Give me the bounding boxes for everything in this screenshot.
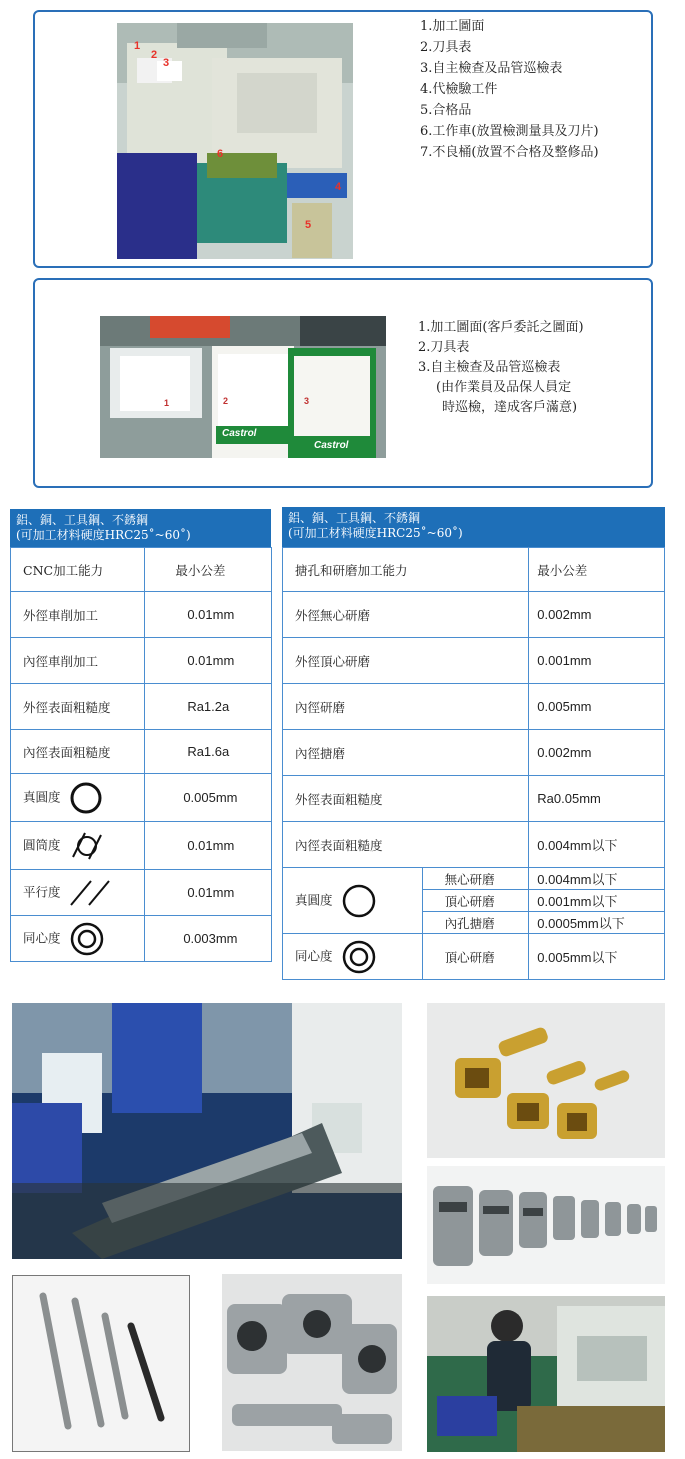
spec-value: 0.002mm (529, 730, 665, 776)
section1-list (420, 16, 599, 163)
spec-value: 0.005mm (145, 774, 272, 822)
list-item: 1.加工圖面 (420, 19, 485, 34)
spec-cell (11, 822, 145, 870)
header-line: (可加工材料硬度HRC25˚~60˚) (16, 528, 191, 542)
photo-marker: 6 (217, 148, 224, 160)
method-name: 內孔搪磨 (422, 912, 529, 934)
spec-name: 圓筒度 (23, 837, 61, 852)
spec-value: 0.0005mm以下 (529, 912, 665, 934)
photo-marker: 3 (304, 396, 310, 406)
photo-marker: 2 (151, 49, 158, 61)
roundness-icon (341, 883, 377, 919)
steel-parts-illustration (427, 1166, 665, 1284)
spec-name: 同心度 (23, 930, 61, 945)
spec-name: 內徑表面粗糙度 (283, 822, 529, 868)
right-table-header (282, 507, 665, 547)
spec-value: 0.005mm以下 (529, 934, 665, 980)
spec-cell (283, 868, 423, 934)
list-item: 6.工作車(放置檢測量具及刀片) (420, 124, 599, 139)
spec-name: 外徑表面粗糙度 (283, 776, 529, 822)
column-header: 搪孔和研磨加工能力 (283, 548, 529, 592)
header-line: 鋁、銅、工具鋼、不銹鋼 (288, 511, 421, 525)
spec-value: 0.001mm (529, 638, 665, 684)
spec-name: 同心度 (295, 948, 333, 963)
method-name: 頂心研磨 (422, 934, 529, 980)
cylindricity-icon (69, 829, 105, 863)
spec-cell (11, 870, 145, 916)
operator-photo (427, 1296, 665, 1452)
photo-marker: 1 (164, 398, 170, 408)
spec-value: Ra1.6a (145, 730, 272, 774)
left-table-header (10, 509, 271, 547)
spec-value: 0.005mm (529, 684, 665, 730)
spec-value: 0.004mm以下 (529, 868, 665, 890)
cnc-workshop-photo (12, 1003, 402, 1259)
documents-photo (100, 316, 386, 458)
photo-marker: 5 (305, 219, 312, 231)
spec-cell (11, 916, 145, 962)
shafts-illustration (13, 1276, 189, 1451)
roundness-icon (69, 781, 103, 815)
concentricity-icon (341, 939, 377, 975)
spec-value: Ra0.05mm (529, 776, 665, 822)
photo-marker: 2 (223, 396, 229, 406)
spec-name: 內徑搪磨 (283, 730, 529, 776)
header-line: 鋁、銅、工具鋼、不銹鋼 (16, 513, 149, 527)
spec-name: 外徑表面粗糙度 (11, 684, 145, 730)
left-spec-table (10, 547, 272, 962)
list-item: 1.加工圖面(客戶委託之圖面) (418, 320, 584, 335)
column-header: 最小公差 (145, 548, 272, 592)
list-item: 7.不良桶(放置不合格及整修品) (420, 145, 599, 160)
valve-sleeves-photo (222, 1274, 402, 1451)
spec-value: 0.01mm (145, 638, 272, 684)
list-item: 3.自主檢查及品管巡檢表 (418, 360, 561, 375)
photo-marker: 4 (335, 181, 342, 193)
spec-value: 0.004mm以下 (529, 822, 665, 868)
spec-name: 真圓度 (295, 892, 333, 907)
method-name: 頂心研磨 (422, 890, 529, 912)
castrol-logo: Castrol (314, 440, 349, 451)
spec-name: 平行度 (23, 884, 61, 899)
spec-value: 0.01mm (145, 870, 272, 916)
header-line: (可加工材料硬度HRC25˚~60˚) (288, 526, 463, 540)
brass-parts-photo (427, 1003, 665, 1158)
column-header: CNC加工能力 (11, 548, 145, 592)
spec-name: 內徑車削加工 (11, 638, 145, 684)
valve-sleeves-illustration (222, 1274, 402, 1451)
spec-value: Ra1.2a (145, 684, 272, 730)
list-item: 3.自主檢查及品管巡檢表 (420, 61, 563, 76)
spec-value: 0.002mm (529, 592, 665, 638)
list-item: 5.合格品 (420, 103, 472, 118)
list-item: (由作業員及品保人員定 (436, 380, 572, 395)
list-item: 4.代檢驗工件 (420, 82, 498, 97)
operator-illustration (427, 1296, 665, 1452)
spec-value: 0.01mm (145, 592, 272, 638)
castrol-logo: Castrol (222, 428, 257, 439)
spec-name: 內徑研磨 (283, 684, 529, 730)
spec-name: 真圓度 (23, 789, 61, 804)
method-name: 無心研磨 (422, 868, 529, 890)
spec-name: 外徑無心研磨 (283, 592, 529, 638)
spec-name: 外徑頂心研磨 (283, 638, 529, 684)
right-spec-table (282, 547, 665, 980)
section2-list (418, 318, 584, 418)
spec-value: 0.01mm (145, 822, 272, 870)
photo-marker: 3 (163, 57, 170, 69)
list-item: 2.刀具表 (420, 40, 472, 55)
spec-name: 內徑表面粗糙度 (11, 730, 145, 774)
column-header: 最小公差 (529, 548, 665, 592)
list-item: 2.刀具表 (418, 340, 470, 355)
spec-name: 外徑車削加工 (11, 592, 145, 638)
concentricity-icon (69, 921, 105, 957)
list-item: 時巡檢，達成客戶滿意) (442, 400, 578, 415)
workshop-illustration (12, 1003, 402, 1259)
brass-parts-illustration (427, 1003, 665, 1158)
spec-value: 0.003mm (145, 916, 272, 962)
spec-cell (283, 934, 423, 980)
steel-parts-photo (427, 1166, 665, 1284)
cnc-machine-photo (117, 23, 353, 259)
spec-cell (11, 774, 145, 822)
parallelism-icon (69, 878, 113, 908)
photo-marker: 1 (134, 40, 141, 52)
shafts-photo (12, 1275, 190, 1452)
spec-value: 0.001mm以下 (529, 890, 665, 912)
